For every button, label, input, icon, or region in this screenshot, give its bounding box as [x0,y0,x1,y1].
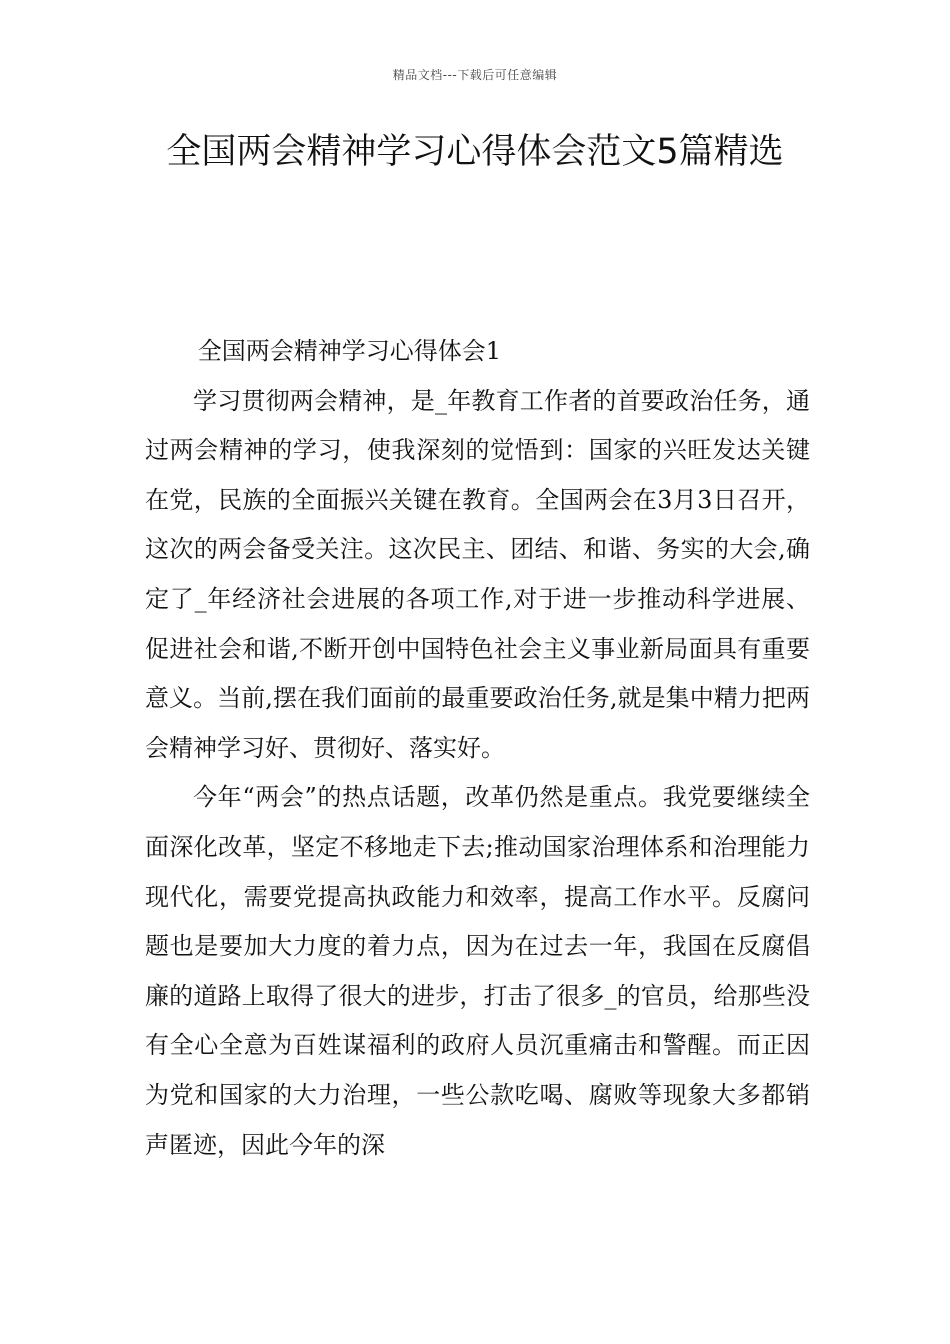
document-body [145,327,810,1170]
paragraph-1: 学习贯彻两会精神，是_年教育工作者的首要政治任务，通过两会精神的学习，使我深刻的觉悟到：国家的兴旺发达关键在党，民族的全面振兴关键在教育。全国两会在3月3日召开，这次的两会备受关注。这次民主、团结、和谐、务实的大会,确定了_年经济社会进展的各项工作,对于进一步推动科学进展、促进社会和谐,不断开创中国特色社会主义事业新局面具有重要意义。当前,摆在我们面前的最重要政治任务,就是集中精力把两会精神学习好、贯彻好、落实好。 [145,386,810,762]
header-note: 精品文档---下载后可任意编辑 [392,68,558,82]
document-title: 全国两会精神学习心得体会范文5篇精选 [166,132,784,172]
paragraph-2: 今年“两会”的热点话题，改革仍然是重点。我党要继续全面深化改革，坚定不移地走下去;推动国家治理体系和治理能力现代化，需要党提高执政能力和效率，提高工作水平。反腐问题也是要加大力度的着力点，因为在过去一年，我国在反腐倡廉的道路上取得了很大的进步，打击了很多_的官员，给那些没有全心全意为百姓谋福利的政府人员沉重痛击和警醒。而正因为党和国家的大力治理，一些公款吃喝、腐败等现象大多都销声匿迹，因此今年的深 [145,783,810,1159]
section-heading: 全国两会精神学习心得体会1 [197,337,502,365]
